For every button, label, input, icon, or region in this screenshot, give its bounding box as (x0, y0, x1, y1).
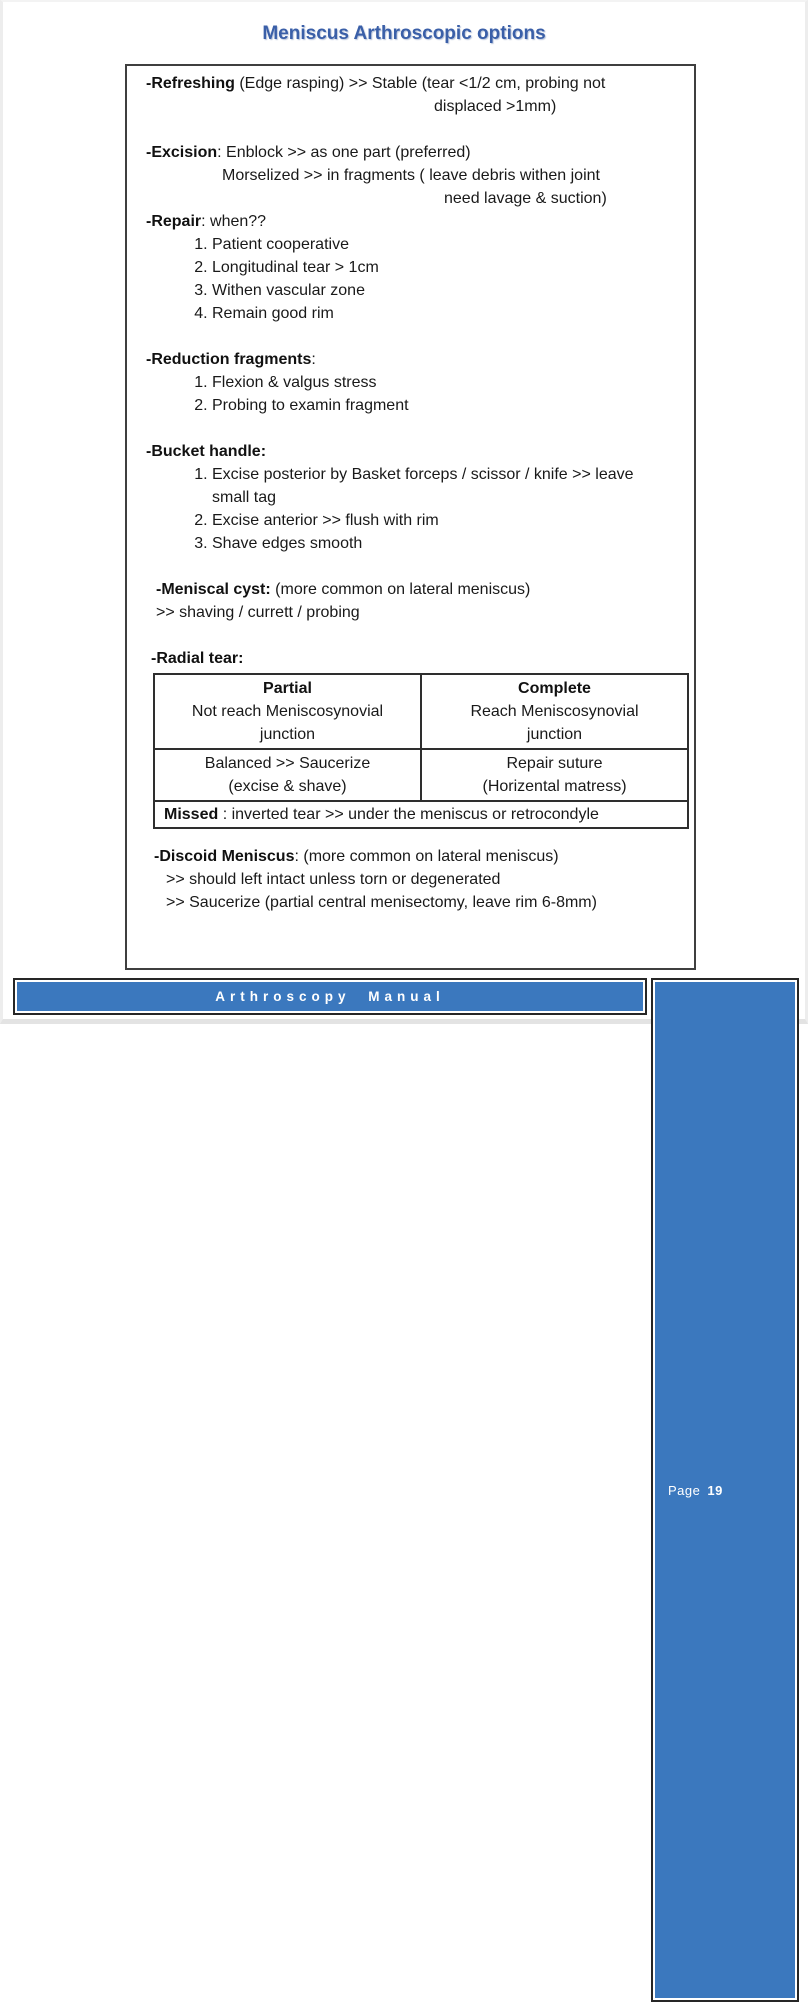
table-cell-missed: Missed : inverted tear >> under the meniscus or retrocondyle (154, 801, 688, 828)
section-text: : Enblock >> as one part (preferred) (217, 144, 471, 161)
bucket-list (188, 463, 680, 555)
reduction-list (188, 371, 680, 417)
footer-bar (13, 978, 799, 1498)
repair-list (188, 233, 680, 325)
list-item: 4. Remain good rim (212, 302, 680, 325)
list-item: 3. Withen vascular zone (212, 279, 680, 302)
section-excision-line2: Morselized >> in fragments ( leave debris withen joint (222, 167, 600, 184)
section-repair-heading (146, 210, 680, 233)
footer-page-number (655, 982, 795, 1998)
section-discoid-line3: >> Saucerize (partial central menisectomy, leave rim 6-8mm) (166, 894, 597, 911)
section-meniscal-cyst-heading (156, 578, 680, 601)
table-missed-row (154, 801, 688, 828)
section-radial-tear-heading (151, 647, 680, 670)
section-label: -Discoid Meniscus (154, 848, 295, 865)
list-item: 1. Flexion & valgus stress (212, 371, 680, 394)
section-excision-heading (146, 141, 680, 164)
section-discoid-line2: >> should left intact unless torn or degenerated (166, 871, 501, 888)
section-refreshing-cont: displaced >1mm) (434, 98, 557, 115)
section-meniscal-cyst-line2: >> shaving / currett / probing (156, 604, 360, 621)
radial-tear-table (153, 673, 689, 829)
spacer (146, 118, 680, 141)
footer-page-cell (651, 978, 799, 2002)
table-cell-complete-treatment: Repair suture (Horizental matress) (421, 749, 688, 801)
list-item: 2. Excise anterior >> flush with rim (212, 509, 680, 532)
section-excision-line3: need lavage & suction) (444, 190, 607, 207)
section-bucket-heading (146, 440, 680, 463)
spacer (146, 624, 680, 647)
page-title: Meniscus Arthroscopic options (262, 23, 546, 44)
section-label: -Refreshing (146, 75, 235, 92)
table-header-row (154, 674, 688, 749)
section-refreshing-heading (146, 72, 680, 95)
table-treatment-row (154, 749, 688, 801)
section-text: : (311, 351, 316, 368)
spacer (146, 325, 680, 348)
content-box (125, 64, 696, 970)
section-text: : (more common on lateral meniscus) (294, 848, 559, 865)
list-item: 2. Probing to examin fragment (212, 394, 680, 417)
section-label: -Bucket handle: (146, 443, 267, 460)
section-text: (Edge rasping) >> Stable (tear <1/2 cm, probing not (234, 75, 606, 92)
section-label: -Excision (146, 144, 218, 161)
section-label: -Radial tear: (151, 650, 244, 667)
section-text: (more common on lateral meniscus) (270, 581, 531, 598)
section-discoid-heading (154, 845, 680, 868)
section-text: : when?? (201, 213, 267, 230)
list-item: 3. Shave edges smooth (212, 532, 680, 555)
spacer (146, 555, 680, 578)
footer-manual-title: Arthroscopy Manual (17, 982, 643, 1011)
footer-manual-cell (13, 978, 647, 1015)
list-item: 2. Longitudinal tear > 1cm (212, 256, 680, 279)
spacer (146, 829, 680, 845)
page-number: 19 (707, 1482, 723, 1498)
table-cell-partial: Partial Not reach Meniscosynovial junction (154, 674, 421, 749)
table-cell-partial-treatment: Balanced >> Saucerize (excise & shave) (154, 749, 421, 801)
section-label: -Meniscal cyst: (156, 581, 271, 598)
section-label: -Repair (146, 213, 202, 230)
page-label: Page (668, 1482, 701, 1498)
section-reduction-heading (146, 348, 680, 371)
list-item: 1. Patient cooperative (212, 233, 680, 256)
table-cell-complete: Complete Reach Meniscosynovial junction (421, 674, 688, 749)
list-item: 1. Excise posterior by Basket forceps / scissor / knife >> leave small tag (212, 463, 680, 509)
list-item-continuation: small tag (212, 489, 277, 506)
section-label: -Reduction fragments (146, 351, 312, 368)
spacer (146, 417, 680, 440)
